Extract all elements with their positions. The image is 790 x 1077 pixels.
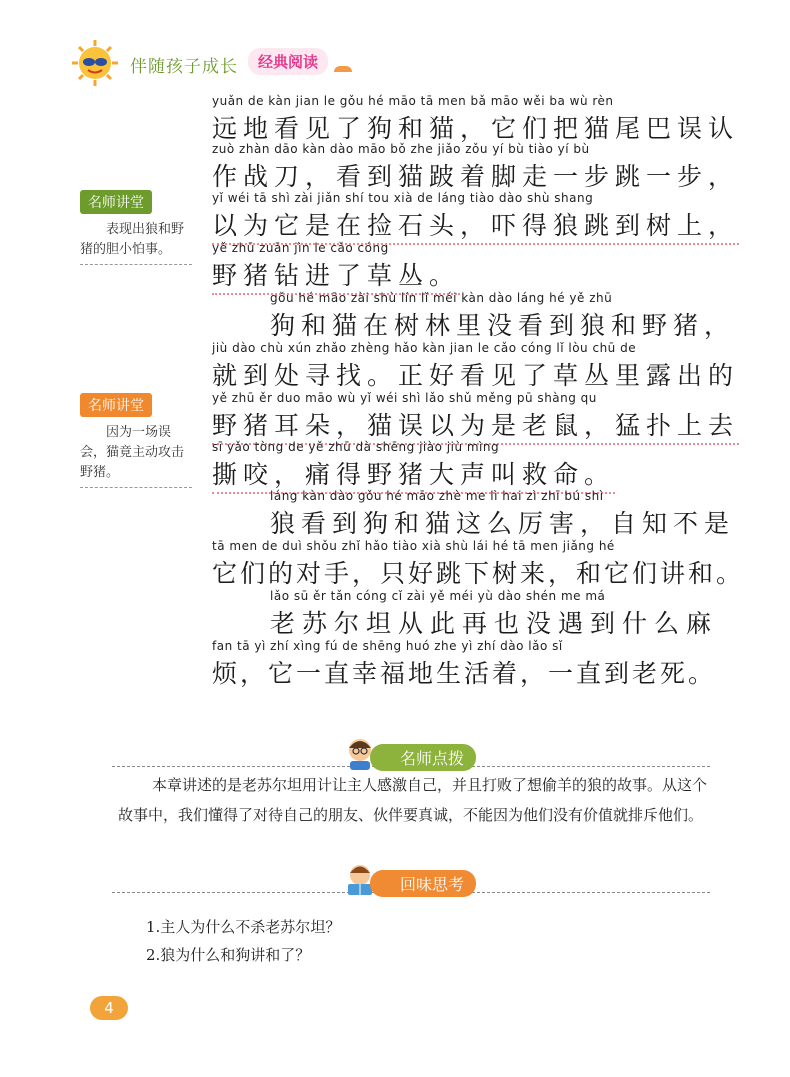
hanzi: 远地看见了狗和猫，它们把猫尾巴误认 xyxy=(212,114,740,143)
hanzi: 狼看到狗和猫这么厉害，自知不是 xyxy=(270,509,736,538)
page-header xyxy=(70,38,370,88)
pinyin: yuǎn de kàn jian le gǒu hé māo tā men bǎ māo wěi ba wù rèn xyxy=(212,94,614,108)
section-header-tips xyxy=(112,740,710,770)
hanzi: 以为它是在捡石头，吓得狼跳到树上， xyxy=(212,206,739,245)
note-tag: 名师讲堂 xyxy=(80,393,152,417)
pinyin: yě zhū zuān jìn le cǎo cóng xyxy=(212,241,389,255)
question-1: 1.主人为什么不杀老苏尔坦？ xyxy=(146,918,341,936)
pinyin: láng kàn dào gǒu hé māo zhè me lì hai zì zhī bú shì xyxy=(270,489,604,503)
hanzi: 撕咬，痛得野猪大声叫救命。 xyxy=(212,455,615,494)
hanzi: 它们的对手，只好跳下树来，和它们讲和。 xyxy=(212,559,745,588)
hanzi: 狗和猫在树林里没看到狼和野猪， xyxy=(270,311,736,340)
section-title: 名师点拨 xyxy=(370,744,476,771)
note-text: 表现出狼和野猪的胆小怕事。 xyxy=(80,222,185,257)
series-badge: 经典阅读 xyxy=(248,48,328,75)
hanzi: 就到处寻找。正好看见了草丛里露出的 xyxy=(212,361,740,390)
page-number: 4 xyxy=(90,996,128,1020)
question-2: 2.狼为什么和狗讲和了？ xyxy=(146,946,311,964)
pinyin: sī yǎo tòng de yě zhū dà shēng jiào jiù mìng xyxy=(212,440,500,454)
note-text: 因为一场误会，猫竟主动攻击野猪。 xyxy=(80,425,185,480)
sun-mascot-icon xyxy=(70,38,120,88)
tips-paragraph: 本章讲述的是老苏尔坦用计让主人感激自己，并且打败了想偷羊的狼的故事。从这个故事中，我们懂得了对待自己的朋友、伙伴要真诚，不能因为他们没有价值就排斥他们。 xyxy=(118,776,708,824)
pinyin: yǐ wéi tā shì zài jiǎn shí tou xià de láng tiào dào shù shang xyxy=(212,191,594,205)
note-tag: 名师讲堂 xyxy=(80,190,152,214)
hanzi: 野猪耳朵，猫误以为是老鼠，猛扑上去 xyxy=(212,406,739,445)
hanzi: 作战刀，看到猫跛着脚走一步跳一步， xyxy=(212,162,740,191)
note-divider xyxy=(80,487,192,488)
section-header-reflect xyxy=(112,866,710,896)
badge-decoration xyxy=(334,66,352,72)
section-title: 回味思考 xyxy=(370,870,476,897)
pinyin: tā men de duì shǒu zhǐ hǎo tiào xià shù lái hé tā men jiǎng hé xyxy=(212,539,615,553)
hanzi: 烦，它一直幸福地生活着，一直到老死。 xyxy=(212,659,717,688)
hanzi: 野猪钻进了草丛。 xyxy=(212,256,460,295)
side-note xyxy=(80,393,192,488)
pinyin: fan tā yì zhí xìng fú de shēng huó zhe yì zhí dào lǎo sǐ xyxy=(212,639,563,653)
pinyin: zuò zhàn dāo kàn dào māo bǒ zhe jiǎo zǒu yí bù tiào yí bù xyxy=(212,142,590,156)
pinyin: yě zhū ěr duo māo wù yǐ wéi shì lǎo shǔ měng pū shàng qu xyxy=(212,391,597,405)
series-title: 伴随孩子成长 xyxy=(130,57,238,77)
note-divider xyxy=(80,264,192,265)
pinyin: gǒu hé māo zài shù lín lǐ méi kàn dào láng hé yě zhū xyxy=(270,291,613,305)
pinyin: jiù dào chù xún zhǎo zhèng hǎo kàn jian le cǎo cóng lǐ lòu chū de xyxy=(212,341,637,355)
pinyin: lǎo sū ěr tǎn cóng cǐ zài yě méi yù dào shén me má xyxy=(270,589,606,603)
side-note xyxy=(80,190,192,265)
hanzi: 老苏尔坦从此再也没遇到什么麻 xyxy=(270,609,719,638)
